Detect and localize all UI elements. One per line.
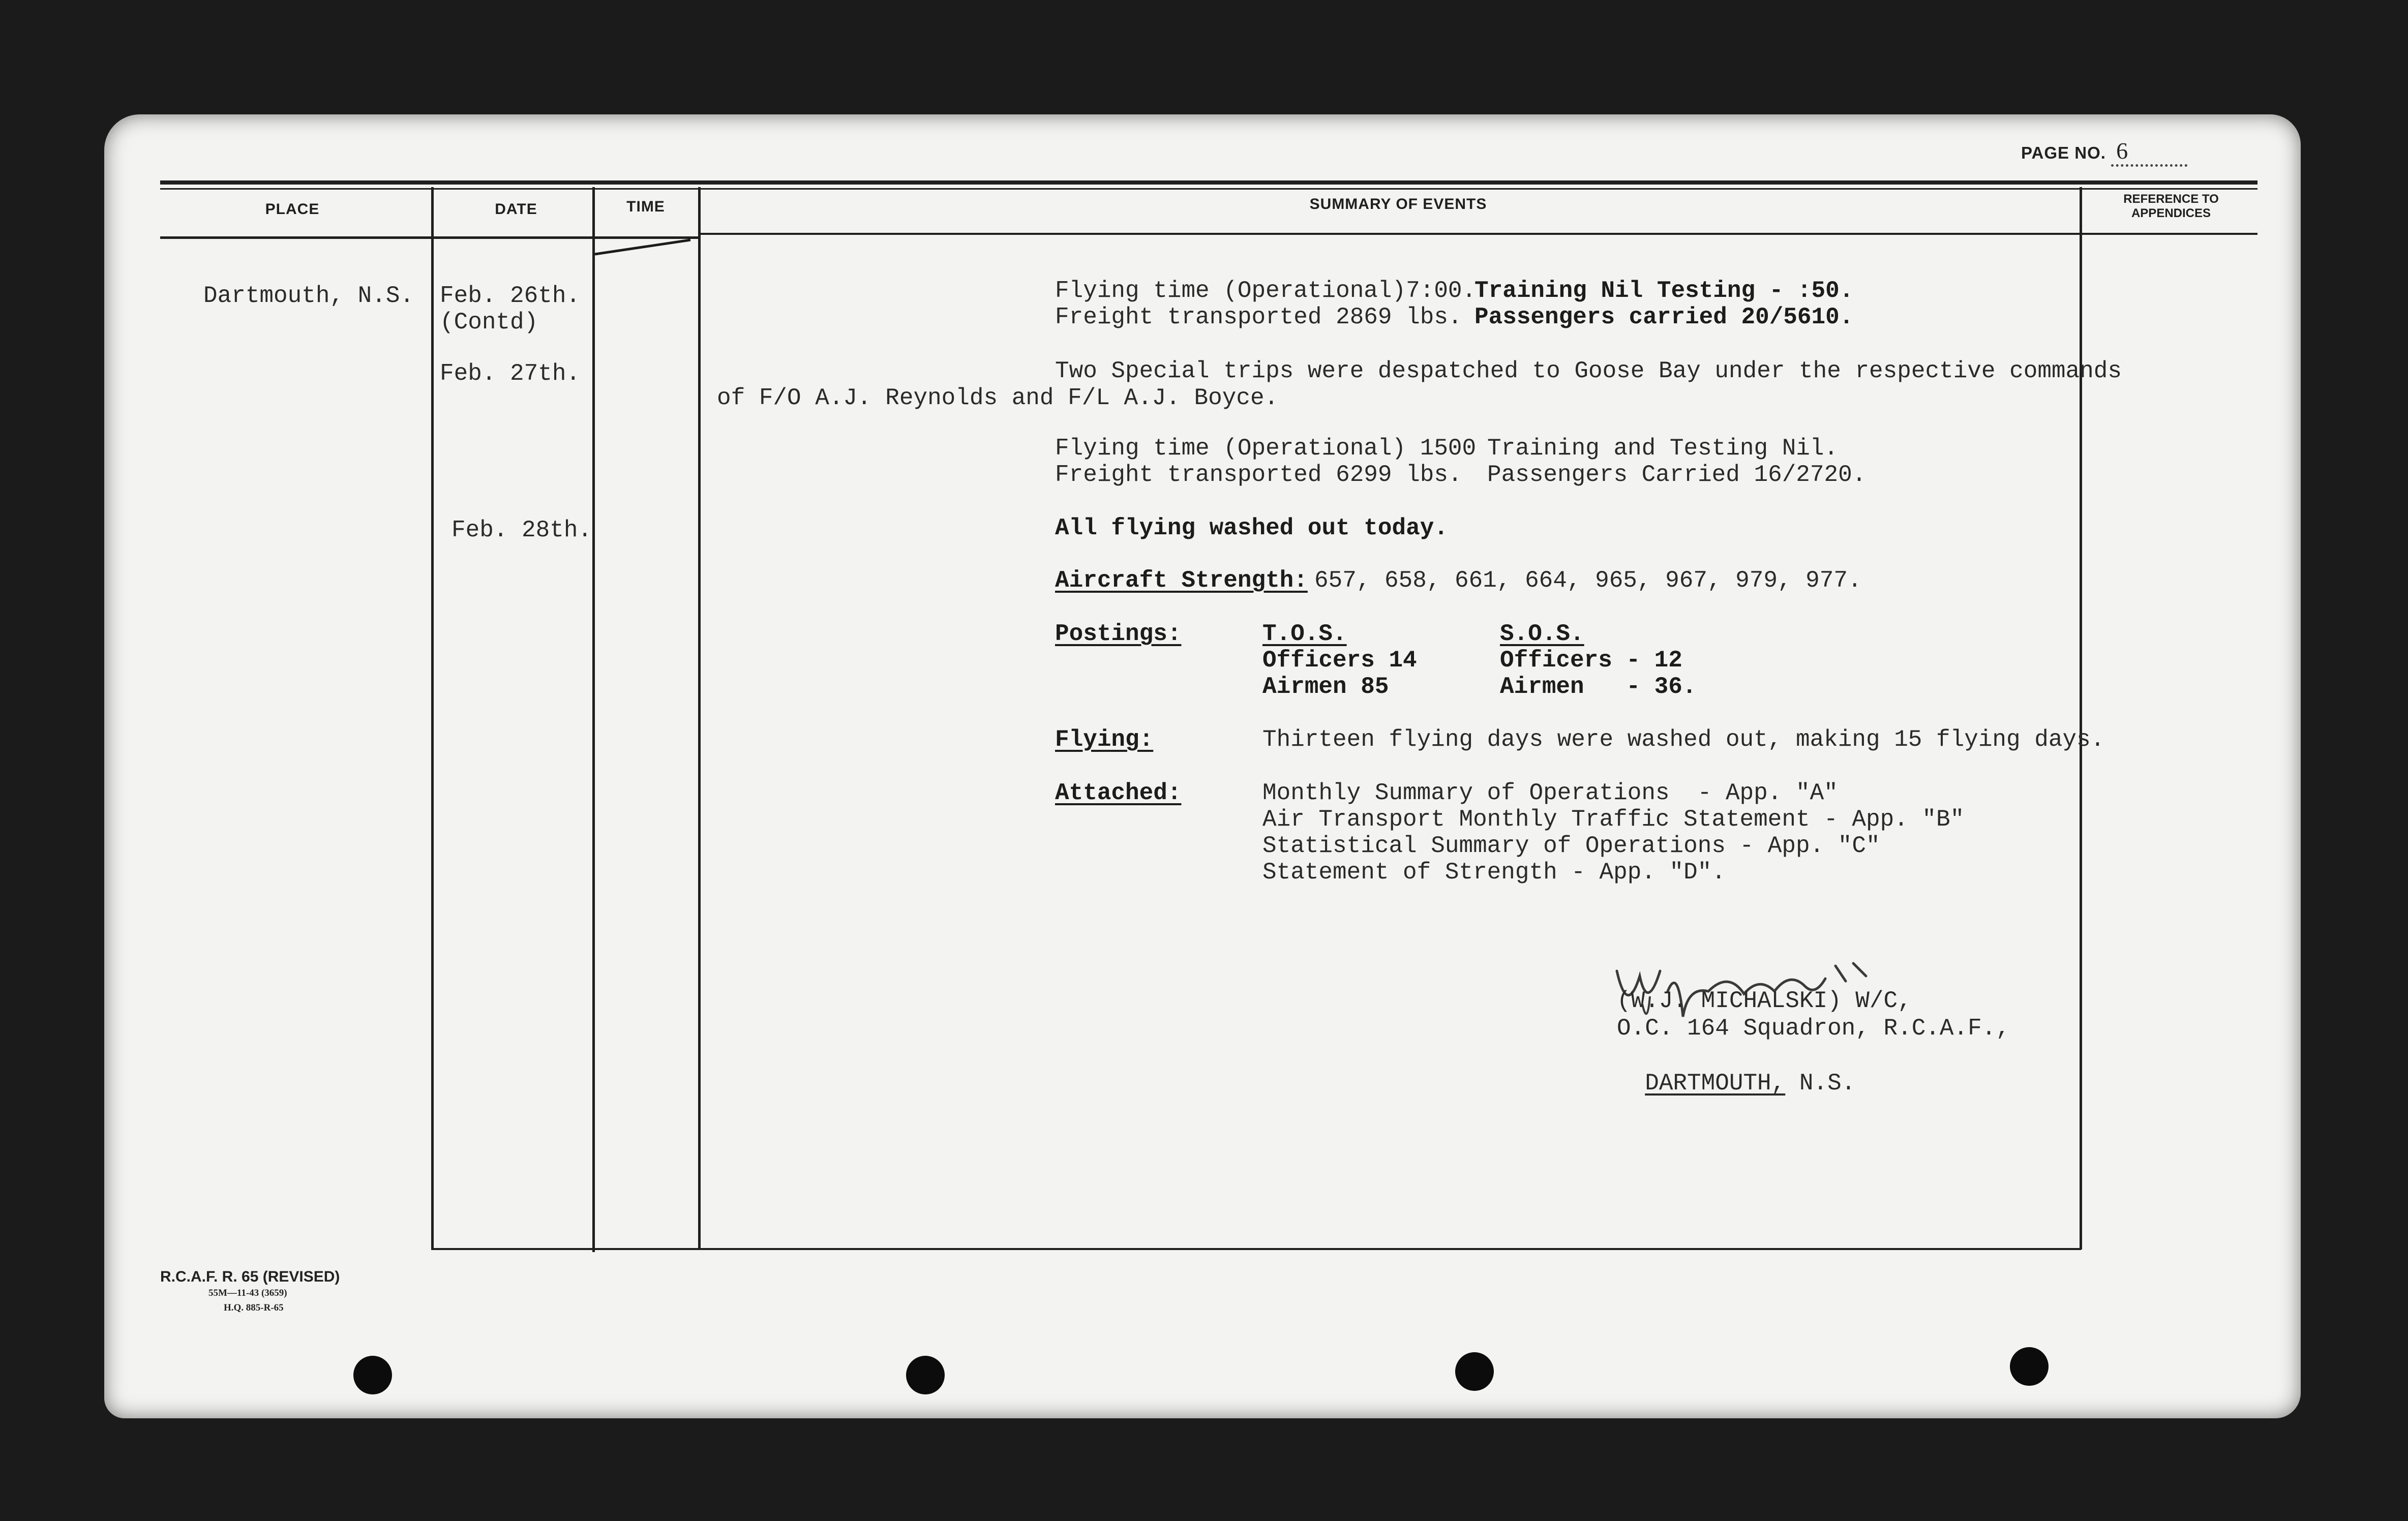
flying-text: Thirteen flying days were washed out, making 15 flying days. bbox=[1262, 726, 2105, 753]
divider-date-time bbox=[592, 187, 595, 1252]
header-summary: SUMMARY OF EVENTS bbox=[1309, 196, 1487, 212]
feb27-paragraph-line2: of F/O A.J. Reynolds and F/L A.J. Boyce. bbox=[717, 385, 1279, 411]
flying-label: Flying: bbox=[1055, 726, 1154, 753]
page-number-value: 6 bbox=[2111, 137, 2187, 167]
top-rule-thin bbox=[160, 188, 2258, 190]
attached-app-c: Statistical Summary of Operations - App. "C" bbox=[1262, 833, 1880, 859]
attached-app-b: Air Transport Monthly Traffic Statement - App. "B" bbox=[1262, 806, 1965, 833]
pen-stroke bbox=[594, 235, 696, 260]
signature-location-place: DARTMOUTH, bbox=[1645, 1070, 1786, 1097]
divider-summary-reference bbox=[2080, 187, 2082, 1250]
sos-airmen: Airmen - 36. bbox=[1500, 674, 1697, 700]
signature-title: O.C. 164 Squadron, R.C.A.F., bbox=[1617, 1015, 2010, 1042]
feb27-passengers: Passengers Carried 16/2720. bbox=[1487, 462, 1867, 488]
feb26-flying-time: Flying time (Operational)7:00. bbox=[1055, 278, 1477, 304]
attached-app-d: Statement of Strength - App. "D". bbox=[1262, 859, 1726, 886]
form-print-code: 55M—11-43 (3659) bbox=[208, 1288, 287, 1298]
tos-airmen: Airmen 85 bbox=[1262, 674, 1389, 700]
binder-hole bbox=[906, 1356, 945, 1394]
feb27-training: Training and Testing Nil. bbox=[1487, 435, 1839, 462]
divider-time-summary bbox=[698, 187, 701, 1250]
form-id: R.C.A.F. R. 65 (REVISED) bbox=[160, 1268, 340, 1285]
place-text: Dartmouth, N.S. bbox=[203, 283, 414, 309]
date-feb-28: Feb. 28th. bbox=[452, 517, 592, 543]
feb27-freight: Freight transported 6299 lbs. bbox=[1055, 462, 1462, 488]
signature-location-rest: N.S. bbox=[1785, 1070, 1856, 1097]
tos-label: T.O.S. bbox=[1262, 621, 1347, 647]
feb26-freight: Freight transported 2869 lbs. bbox=[1055, 304, 1462, 330]
feb27-flying-time: Flying time (Operational) 1500 bbox=[1055, 435, 1477, 462]
bottom-rule bbox=[431, 1248, 2081, 1250]
sos-label: S.O.S. bbox=[1500, 621, 1584, 647]
divider-place-date bbox=[431, 187, 434, 1250]
date-feb-27: Feb. 27th. bbox=[440, 360, 581, 387]
postings-label: Postings: bbox=[1055, 621, 1182, 647]
signature-name: (W.J. MICHALSKI) W/C, bbox=[1617, 988, 1912, 1014]
header-rule-right bbox=[699, 233, 2258, 235]
aircraft-strength-label: Aircraft Strength: bbox=[1055, 567, 1308, 594]
header-place: PLACE bbox=[265, 201, 320, 218]
feb28-washed-out: All flying washed out today. bbox=[1055, 515, 1448, 541]
binder-hole bbox=[353, 1356, 392, 1394]
top-rule bbox=[160, 180, 2258, 185]
attached-label: Attached: bbox=[1055, 780, 1182, 806]
header-date: DATE bbox=[495, 201, 537, 218]
page-number bbox=[2021, 137, 2187, 167]
feb26-training: Training Nil Testing - :50. bbox=[1474, 278, 1854, 304]
attached-app-a: Monthly Summary of Operations - App. "A" bbox=[1262, 780, 1838, 806]
feb26-passengers: Passengers carried 20/5610. bbox=[1474, 304, 1854, 330]
signature-location bbox=[1617, 1042, 1855, 1097]
header-reference bbox=[2087, 192, 2255, 221]
date-feb-26: Feb. 26th. bbox=[440, 283, 581, 309]
date-feb-26-contd: (Contd) bbox=[440, 309, 538, 336]
binder-hole bbox=[2010, 1347, 2049, 1386]
binder-hole bbox=[1455, 1352, 1494, 1391]
feb27-paragraph-line1: Two Special trips were despatched to Goose Bay under the respective commands bbox=[1055, 358, 2122, 384]
sos-officers: Officers - 12 bbox=[1500, 647, 1682, 674]
header-time: TIME bbox=[626, 198, 665, 215]
form-hq-code: H.Q. 885-R-65 bbox=[224, 1302, 284, 1313]
header-reference-line2: APPENDICES bbox=[2131, 206, 2211, 220]
tos-officers: Officers 14 bbox=[1262, 647, 1417, 674]
page-number-label: PAGE NO. bbox=[2021, 143, 2106, 162]
aircraft-strength-values: 657, 658, 661, 664, 965, 967, 979, 977. bbox=[1314, 567, 1862, 594]
header-reference-line1: REFERENCE TO bbox=[2123, 192, 2219, 206]
